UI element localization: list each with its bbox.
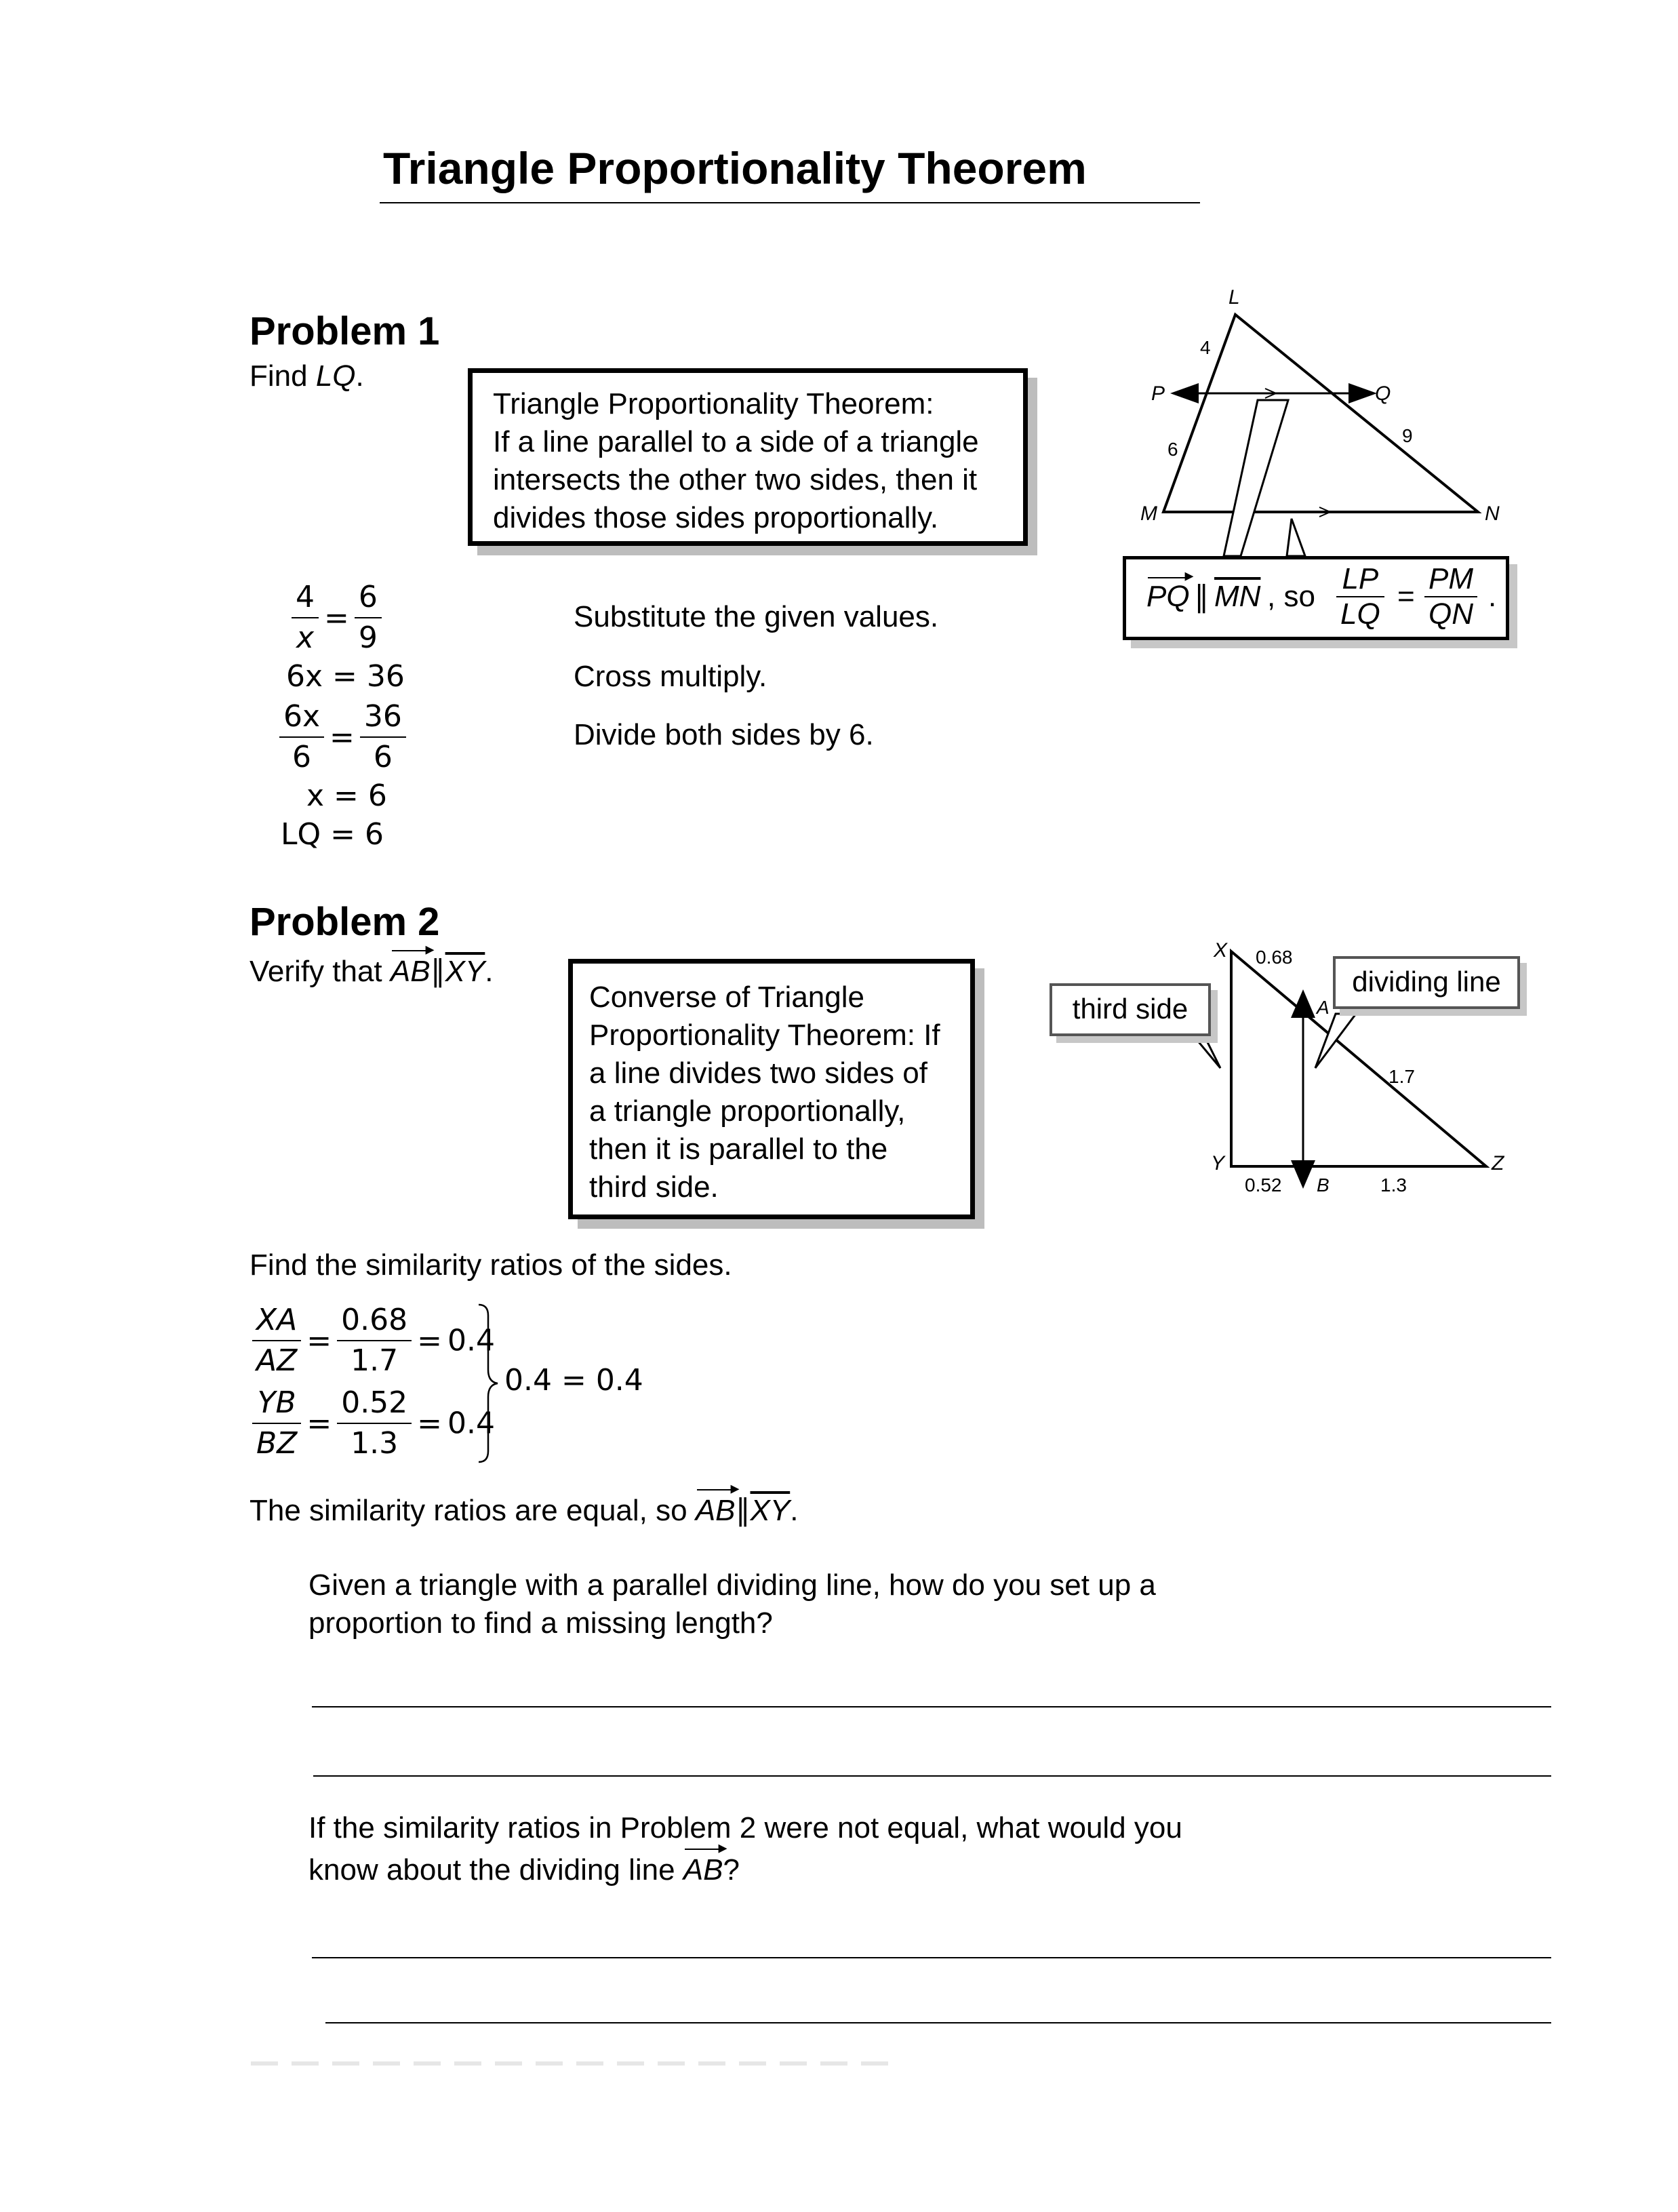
problem-1-prompt [249, 357, 364, 395]
callout-fraction-right [1424, 562, 1477, 631]
label-b: B [1317, 1174, 1330, 1196]
converse-line: a line divides two sides of [589, 1056, 927, 1090]
fraction-numerator: XA [252, 1301, 301, 1341]
fraction-denominator: 6 [292, 740, 312, 774]
step-1-note: Substitute the given values. [574, 600, 939, 633]
fraction-numerator: LP [1336, 562, 1384, 597]
theorem-line: divides those sides proportionally. [493, 501, 939, 534]
label-p: P [1151, 382, 1165, 405]
fraction-numerator: PM [1424, 562, 1477, 597]
theorem-line: Triangle Proportionality Theorem: [493, 387, 934, 420]
ratio-result: 0.4 [447, 1323, 495, 1358]
problem-1-heading: Problem 1 [249, 309, 440, 353]
label-n: N [1485, 502, 1500, 525]
fraction-denominator: QN [1429, 597, 1473, 631]
step-5-equation: LQ = 6 [281, 817, 384, 852]
callout-pointer [1287, 519, 1305, 556]
fraction-denominator: 9 [358, 620, 378, 655]
length-pm: 6 [1167, 439, 1178, 460]
conclusion-text [249, 1492, 798, 1529]
prompt-period: . [485, 955, 494, 988]
ratio-xa-az: $\frac{XA}{AZ}$ = $\frac{0.68}{1.7}$ = 0.4 [252, 1301, 495, 1381]
problem-2-heading: Problem 2 [249, 900, 440, 944]
length-bz: 1.3 [1380, 1174, 1407, 1196]
callout-parallel-symbol: ∥ [1194, 580, 1209, 614]
fraction-denominator: BZ [256, 1426, 298, 1461]
fraction-numerator: 4 [292, 578, 319, 618]
parallel-symbol: ∥ [430, 955, 445, 988]
converse-theorem-box [568, 959, 975, 1219]
converse-line: third side. [589, 1170, 719, 1204]
ratio-result: 0.4 [447, 1406, 496, 1441]
fraction-denominator: 1.7 [351, 1343, 399, 1378]
problem-2-prompt [249, 953, 494, 990]
length-lp: 4 [1200, 337, 1211, 358]
step-2-equation: 6x = 36 [286, 659, 405, 694]
ratio-brace [475, 1302, 502, 1465]
fraction-denominator: AZ [256, 1343, 298, 1378]
find-ratios-text: Find the similarity ratios of the sides. [249, 1248, 732, 1282]
segment-xy-symbol: $\overline{XY}$ [750, 1494, 791, 1527]
label-z: Z [1492, 1152, 1504, 1174]
fraction-denominator: x [296, 620, 315, 655]
title-underline [380, 202, 1200, 203]
step-2-note: Cross multiply. [574, 660, 767, 693]
fraction-denominator: 6 [373, 740, 393, 774]
prompt-variable: LQ [315, 359, 356, 393]
question-1-line: Given a triangle with a parallel dividing line, how do you set up a [308, 1568, 1156, 1602]
length-az: 1.7 [1389, 1066, 1415, 1087]
label-x: X [1214, 939, 1228, 962]
ratio-comparison: 0.4 = 0.4 [504, 1363, 643, 1398]
theorem-line: If a line parallel to a side of a triangle [493, 425, 979, 458]
line-ab-symbol: AB ▸ [696, 1492, 736, 1529]
step-3-note: Divide both sides by 6. [574, 718, 874, 751]
converse-line: then it is parallel to the [589, 1132, 888, 1166]
callout-so: , so [1267, 580, 1315, 613]
converse-line: Proportionality Theorem: If [589, 1019, 940, 1052]
triangle-outline [1163, 315, 1478, 512]
step-3-equation: $\frac{6x}{6}$ = $\frac{36}{6}$ [279, 697, 406, 777]
faint-footer [251, 2061, 902, 2066]
callout-mn: $\overline{MN}$ [1214, 580, 1261, 613]
prompt-text: Find [249, 359, 316, 393]
parallel-callout-box [1123, 556, 1509, 640]
answer-line-2a[interactable] [312, 1957, 1551, 1958]
length-qn: 9 [1402, 425, 1413, 446]
prompt-period: . [355, 359, 364, 393]
label-q: Q [1375, 382, 1391, 405]
callout-fraction-left [1336, 562, 1384, 631]
line-pq-symbol: PQ ▸ [1146, 580, 1190, 614]
line-ab-symbol: AB ▸ [683, 1851, 723, 1889]
conclusion-period: . [790, 1494, 799, 1527]
step-4-equation: x = 6 [306, 778, 387, 813]
parallel-symbol: ∥ [735, 1494, 751, 1527]
theorem-line: intersects the other two sides, then it [493, 463, 978, 496]
callout-period: . [1488, 580, 1497, 613]
converse-line: a triangle proportionally, [589, 1094, 906, 1128]
answer-line-1a[interactable] [312, 1706, 1551, 1707]
label-y: Y [1211, 1152, 1225, 1174]
label-m: M [1140, 502, 1157, 525]
label-a: A [1317, 997, 1330, 1018]
step-1-equation: $\frac{4}{x}$ = $\frac{6}{9}$ [292, 578, 382, 658]
answer-line-1b[interactable] [313, 1775, 1551, 1777]
fraction-numerator: 6 [355, 578, 382, 618]
fraction-denominator: LQ [1340, 597, 1380, 631]
segment-xy-symbol: $\overline{XY}$ [445, 955, 485, 988]
fraction-numerator: YB [252, 1383, 301, 1424]
label-l: L [1228, 286, 1240, 309]
third-side-callout: third side [1050, 983, 1211, 1036]
converse-line: Converse of Triangle [589, 981, 864, 1014]
dividing-line-pointer [1315, 1014, 1356, 1068]
question-mark: ? [723, 1853, 740, 1887]
fraction-denominator: 1.3 [351, 1426, 399, 1461]
prompt-text: Verify that [249, 955, 391, 988]
fraction-numerator: 0.52 [337, 1383, 412, 1424]
theorem-box [468, 368, 1028, 546]
line-ab-symbol: AB ▸ [391, 953, 431, 990]
question-2-line [308, 1851, 740, 1889]
fraction-numerator: 0.68 [337, 1301, 412, 1341]
callout-pq [1146, 580, 1190, 614]
length-xa: 0.68 [1256, 947, 1293, 968]
callout-pointer [1224, 400, 1288, 556]
question-2-line: If the similarity ratios in Problem 2 were not equal, what would you [308, 1811, 1182, 1844]
callout-equals: = [1397, 580, 1415, 613]
answer-line-2b[interactable] [325, 2022, 1551, 2023]
ratio-yb-bz: $\frac{YB}{BZ}$ = $\frac{0.52}{1.3}$ = 0.4 [252, 1383, 495, 1463]
conclusion-prefix: The similarity ratios are equal, so [249, 1494, 696, 1527]
question-1-line: proportion to find a missing length? [308, 1606, 773, 1640]
length-yb: 0.52 [1245, 1174, 1282, 1196]
fraction-numerator: 6x [279, 697, 324, 738]
dividing-line-callout: dividing line [1333, 956, 1520, 1009]
fraction-numerator: 36 [360, 697, 406, 738]
question-text: know about the dividing line [308, 1853, 683, 1887]
page-title: Triangle Proportionality Theorem [383, 143, 1087, 193]
